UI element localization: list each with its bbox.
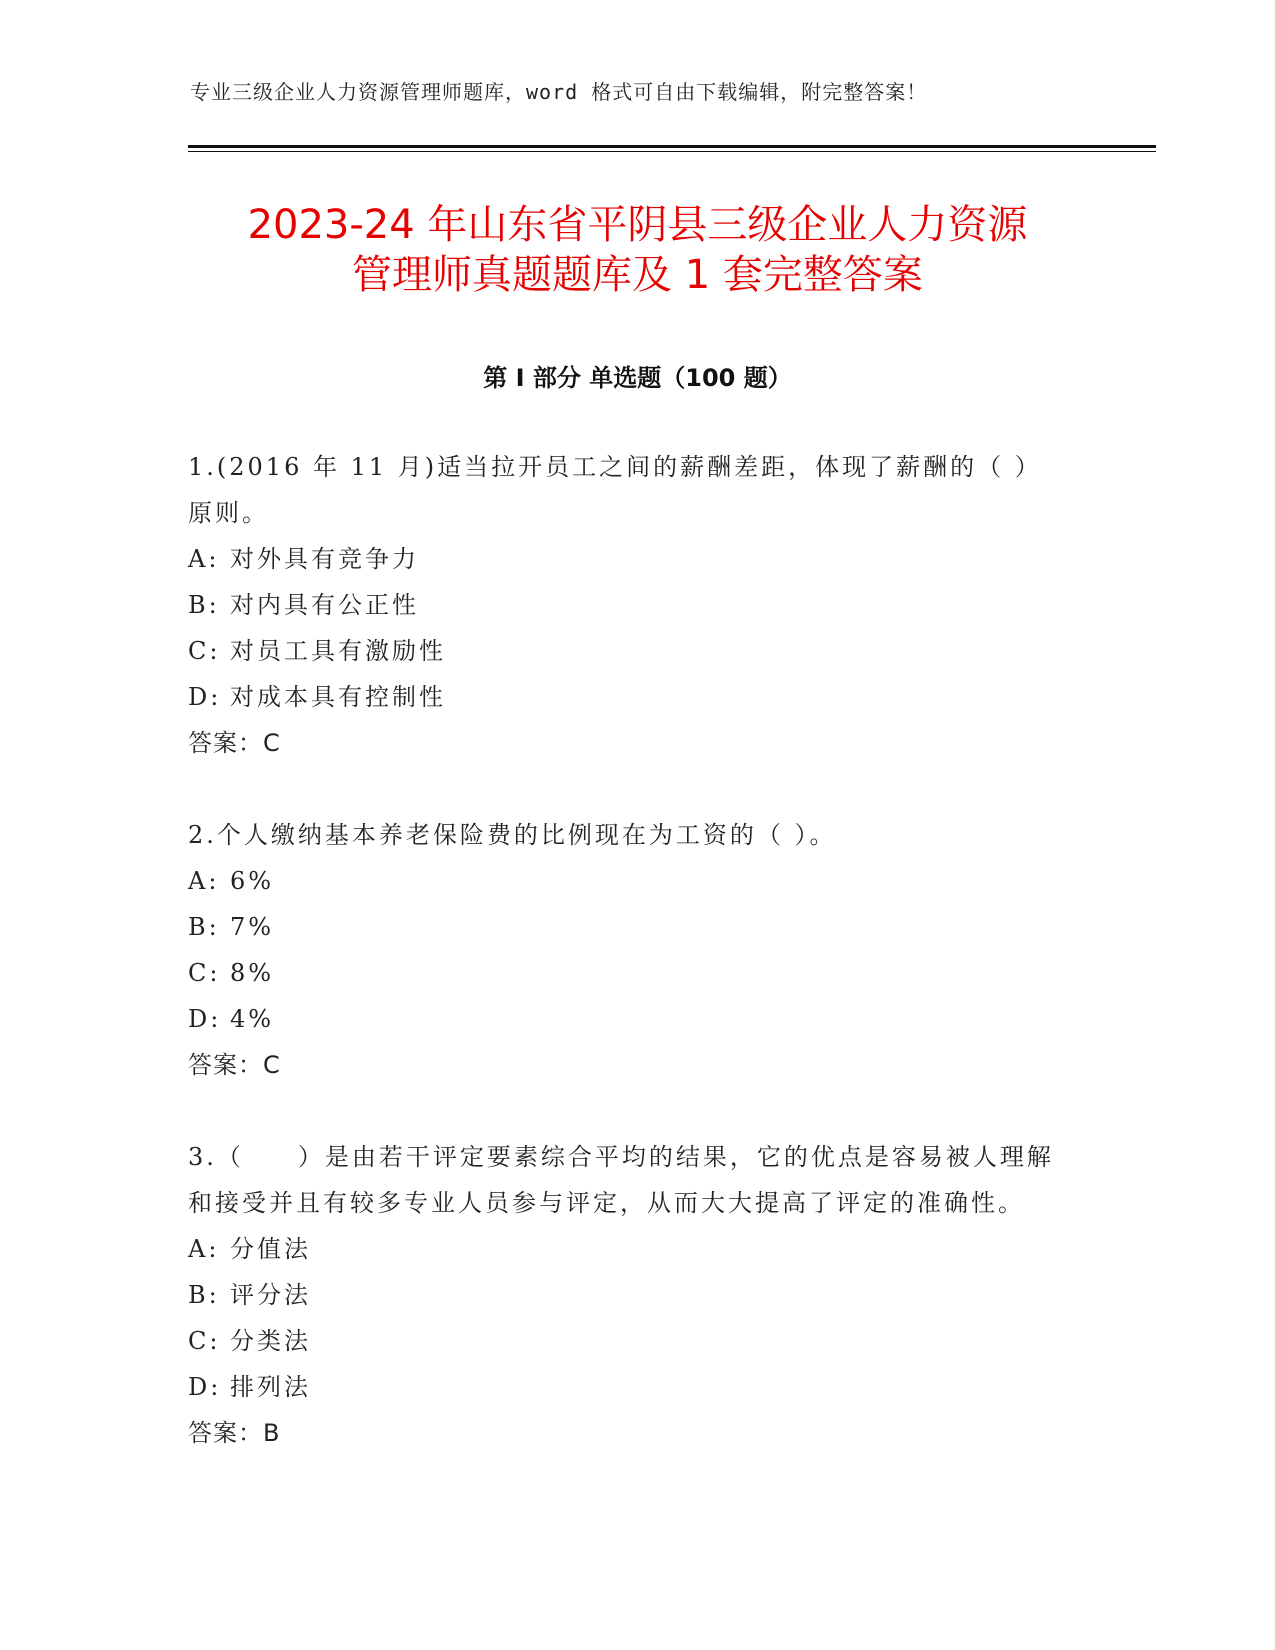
answer: 答案：C	[188, 1051, 281, 1079]
option-c	[188, 950, 1068, 996]
option-c	[188, 1318, 1068, 1364]
option-text: 分类法	[230, 1327, 311, 1355]
question-stem: 1.(2016 年 11 月)适当拉开员工之间的薪酬差距，体现了薪酬的（ ）原则。	[188, 453, 1042, 527]
option-letter: D:	[188, 1005, 222, 1033]
title-line-1: 2023-24 年山东省平阴县三级企业人力资源	[247, 202, 1028, 248]
option-letter: B:	[188, 1281, 220, 1309]
option-d	[188, 1364, 1068, 1410]
option-letter: B:	[188, 913, 220, 941]
option-letter: C:	[188, 637, 221, 665]
title-line-2: 管理师真题题库及 1 套完整答案	[352, 252, 923, 298]
option-text: 排列法	[230, 1373, 311, 1401]
option-letter: A:	[188, 545, 220, 573]
option-letter: A:	[188, 867, 220, 895]
option-text: 8%	[230, 959, 275, 987]
question-list	[188, 444, 1068, 1502]
option-letter: C:	[188, 959, 221, 987]
option-text: 对成本具有控制性	[230, 683, 446, 711]
option-b	[188, 904, 1068, 950]
question-3	[188, 1134, 1068, 1456]
question-2	[188, 812, 1068, 1088]
section-heading: 第 I 部分 单选题（100 题）	[483, 364, 792, 392]
option-letter: D:	[188, 683, 222, 711]
option-letter: C:	[188, 1327, 221, 1355]
option-b	[188, 582, 1068, 628]
header-note: 专业三级企业人力资源管理师题库，word 格式可自由下载编辑，附完整答案！	[190, 80, 928, 104]
question-1	[188, 444, 1068, 766]
option-text: 7%	[230, 913, 275, 941]
option-text: 对外具有竞争力	[230, 545, 419, 573]
option-letter: A:	[188, 1235, 220, 1263]
option-letter: D:	[188, 1373, 222, 1401]
document-title	[160, 200, 1115, 300]
option-text: 对员工具有激励性	[230, 637, 446, 665]
option-b	[188, 1272, 1068, 1318]
option-a	[188, 536, 1068, 582]
option-text: 6%	[230, 867, 275, 895]
option-a	[188, 858, 1068, 904]
option-d	[188, 674, 1068, 720]
header-divider-thin	[188, 151, 1156, 152]
option-text: 分值法	[230, 1235, 311, 1263]
header-divider-thick	[188, 145, 1156, 148]
option-letter: B:	[188, 591, 220, 619]
option-text: 对内具有公正性	[230, 591, 419, 619]
question-stem: 2.个人缴纳基本养老保险费的比例现在为工资的（ ）。	[188, 821, 837, 849]
option-c	[188, 628, 1068, 674]
question-stem: 3.（ ）是由若干评定要素综合平均的结果，它的优点是容易被人理解和接受并且有较多专业人员参与评定，从而大大提高了评定的准确性。	[188, 1143, 1054, 1217]
option-d	[188, 996, 1068, 1042]
answer: 答案：C	[188, 729, 281, 757]
option-text: 4%	[230, 1005, 275, 1033]
answer: 答案：B	[188, 1419, 281, 1447]
option-a	[188, 1226, 1068, 1272]
option-text: 评分法	[230, 1281, 311, 1309]
